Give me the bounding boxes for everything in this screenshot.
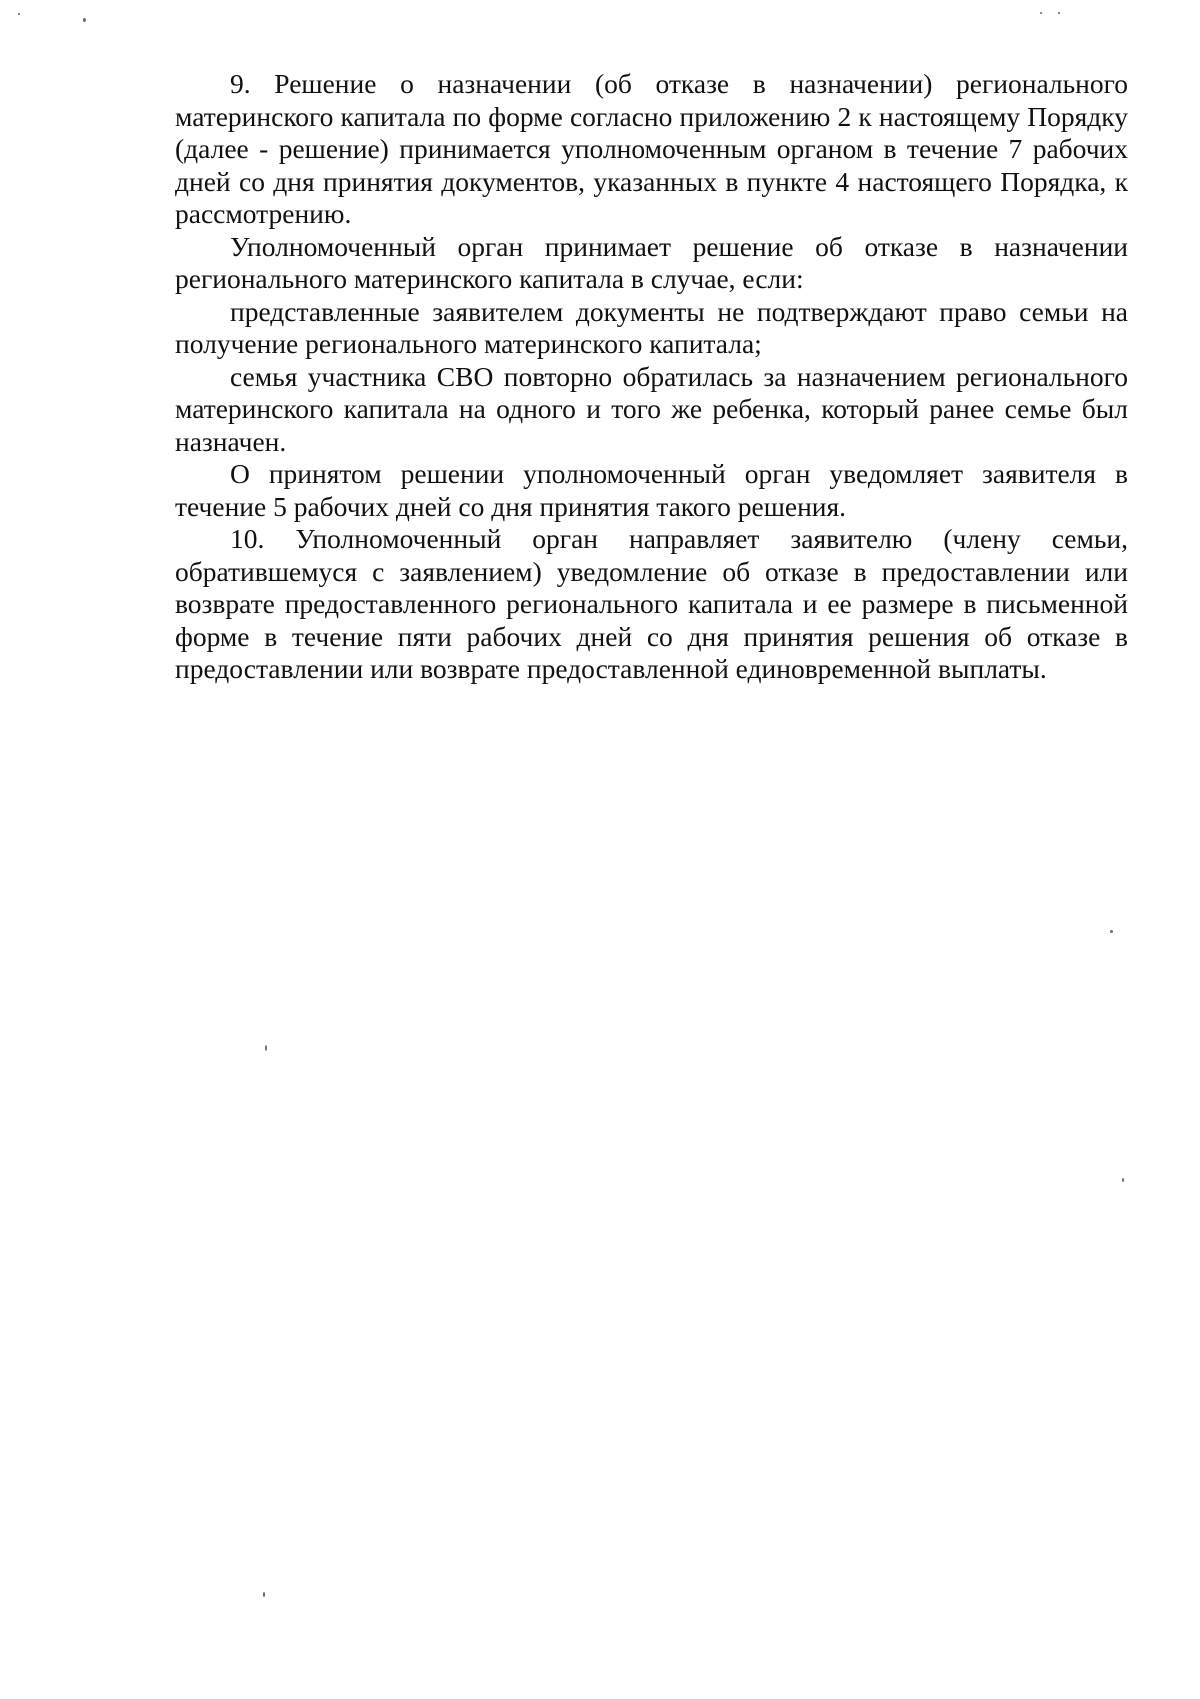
scan-speck bbox=[265, 1045, 267, 1051]
paragraph-refusal-grounds: Уполномоченный орган принимает решение об отказе в назначении регионального материнского капитала в случае, если: bbox=[175, 230, 1128, 294]
scan-speck bbox=[1110, 930, 1113, 933]
scan-speck bbox=[83, 18, 86, 22]
paragraph-item-9: 9. Решение о назначении (об отказе в назначении) регионального материнского капитала по форме согласно приложению 2 к настоящему Порядку (далее - решение) принимается уполномоченным органом в течение 7 рабочих дней со дня принятия документов, указанных в пункте 4 настоящего Порядка, к рассмотрению. bbox=[175, 68, 1128, 229]
scan-speck bbox=[263, 1592, 265, 1597]
scan-speck bbox=[1122, 1178, 1124, 1182]
scan-speck bbox=[1058, 12, 1060, 14]
paragraph-refusal-reason-documents: представленные заявителем документы не подтверждают право семьи на получение регионального материнского капитала; bbox=[175, 295, 1128, 359]
document-body bbox=[175, 68, 1128, 686]
paragraph-refusal-reason-repeat: семья участника СВО повторно обратилась за назначением регионального материнского капитала на одного и того же ребенка, который ранее семье был назначен. bbox=[175, 360, 1128, 457]
paragraph-item-10: 10. Уполномоченный орган направляет заявителю (члену семьи, обратившемуся с заявлением) уведомление об отказе в предоставлении или возврате предоставленного регионального капитала и ее размере в письменной форме в течение пяти рабочих дней со дня принятия решения об отказе в предоставлении или возврате предоставленной единовременной выплаты. bbox=[175, 523, 1128, 684]
scan-speck bbox=[1040, 12, 1042, 14]
scan-speck bbox=[18, 13, 20, 15]
paragraph-notification: О принятом решении уполномоченный орган уведомляет заявителя в течение 5 рабочих дней со дня принятия такого решения. bbox=[175, 458, 1128, 522]
